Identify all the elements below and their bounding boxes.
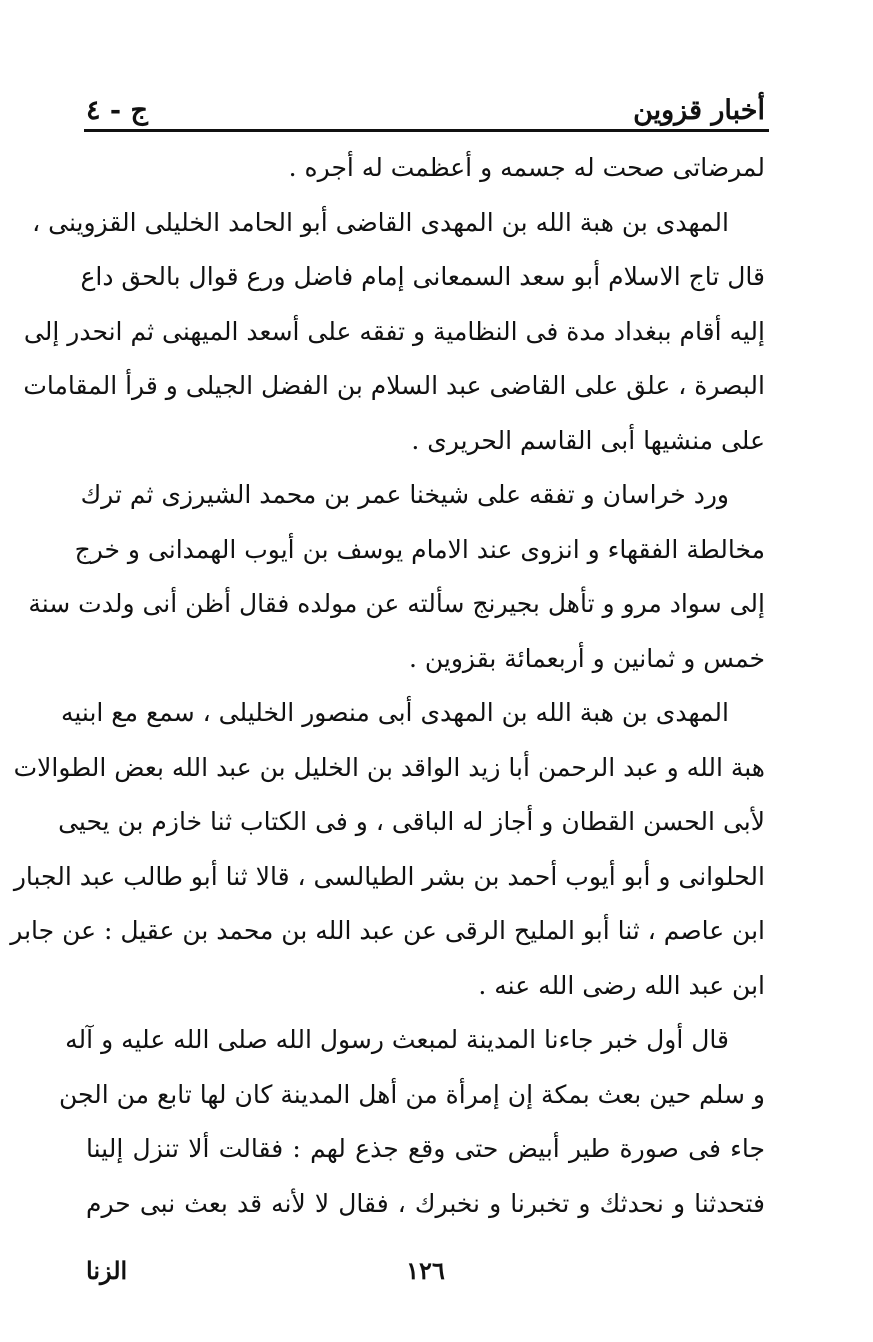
book-title: أخبار قزوين: [633, 95, 765, 126]
text-line: فتحدثنا و نحدثك و تخبرنا و نخبرك ، فقال لا لأنه قد بعث نبى حرم: [86, 1188, 765, 1218]
text-line: المهدى بن هبة الله بن المهدى أبى منصور الخليلى ، سمع مع ابنيه: [60, 698, 729, 727]
text-line: البصرة ، علق على القاضى عبد السلام بن الفضل الجيلى و قرأ المقامات: [23, 371, 765, 400]
text-line: ابن عاصم ، ثنا أبو المليح الرقى عن عبد الله بن محمد بن عقيل : عن جابر: [10, 916, 765, 945]
text-line: المهدى بن هبة الله بن المهدى القاضى أبو الحامد الخليلى القزوينى ،: [32, 207, 729, 237]
text-line: ورد خراسان و تفقه على شيخنا عمر بن محمد الشيرزى ثم ترك: [80, 480, 729, 509]
text-line: قال أول خبر جاءنا المدينة لمبعث رسول الله صلى الله عليه و آله: [65, 1025, 729, 1054]
text-line: خمس و ثمانين و أربعمائة بقزوين .: [408, 643, 765, 673]
text-line: مخالطة الفقهاء و انزوى عند الامام يوسف بن أيوب الهمدانى و خرج: [74, 534, 765, 564]
text-line: لأبى الحسن القطان و أجاز له الباقى ، و فى الكتاب ثنا خازم بن يحيى: [58, 807, 765, 836]
text-line: الحلوانى و أبو أيوب أحمد بن بشر الطيالسى ، قالا ثنا أبو طالب عبد الجبار: [13, 861, 765, 891]
text-line: إلى سواد مرو و تأهل بجيرنج سألته عن مولده فقال أظن أنى ولدت سنة: [28, 589, 765, 618]
header-rule: [84, 129, 769, 132]
running-head: [86, 84, 765, 124]
text-line: و سلم حين بعث بمكة إن إمرأة من أهل المدينة كان لها تابع من الجن: [58, 1079, 765, 1109]
text-line: لمرضاتى صحت له جسمه و أعظمت له أجره .: [288, 153, 765, 182]
text-line: قال تاج الاسلام أبو سعد السمعانى إمام فاضل ورع قوال بالحق داع: [80, 262, 765, 291]
page-footer: [86, 1256, 765, 1296]
main-text: [10, 141, 765, 1231]
text-line: ابن عبد الله رضى الله عنه .: [478, 970, 765, 1000]
text-line: هبة الله و عبد الرحمن أبا زيد الواقد بن الخليل بن عبد الله بعض الطوالات: [13, 752, 765, 782]
catchword: الزنا: [86, 1256, 128, 1285]
text-line: على منشيها أبى القاسم الحريرى .: [411, 425, 765, 455]
volume-number: ج - ٤: [86, 95, 148, 126]
page-number: ١٢٦: [406, 1256, 445, 1285]
text-line: جاء فى صورة طير أبيض حتى وقع جذع لهم : فقالت ألا تنزل إلينا: [86, 1134, 765, 1163]
text-line: إليه أقام ببغداد مدة فى النظامية و تفقه على أسعد الميهنى ثم انحدر إلى: [23, 316, 765, 346]
